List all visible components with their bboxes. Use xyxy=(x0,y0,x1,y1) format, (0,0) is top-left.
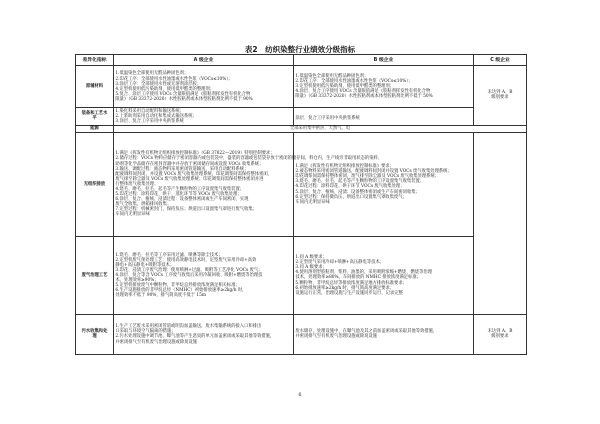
text-line: 口采取与环境空气隔离的措施； xyxy=(115,329,176,335)
text-line: 1.满足《挥发性有机物无组织排放控制标准》（GB 37822—2019）特别控制要求； xyxy=(115,151,275,157)
header-indicator: 差异化指标 xyxy=(76,55,114,66)
text-line: 2.液态物料采用密闭管道输送，配液调料间封闭并设置 VOCs 废气收集处理系统； xyxy=(295,169,452,175)
row-label-unorganized: 无组织排放 xyxy=(76,132,114,236)
text-line: 限量》（GB 33372-2020）水性胶粘剂或本体型胶粘剂比例不低于 90% xyxy=(115,96,253,102)
text-line: 2.印花工序：全部使用水性油墨或水性色浆（VOCs≤10%）； xyxy=(295,79,413,85)
text-line: 平 xyxy=(92,116,97,122)
text-line: 3.烧毛、磨毛、拉毛、起毛等产生颗粒物的工序设置集气收集装置； xyxy=(295,179,425,185)
treatment-grade-a xyxy=(114,236,294,314)
text-line: 1.低温染色全部使用无醛品种固色剂； xyxy=(295,73,369,79)
row-gas-treatment xyxy=(76,236,527,314)
text-line: 限量》（GB 33372-2020）水性胶粘剂或本体型胶粘剂比例不低于 50% xyxy=(295,94,433,100)
text-line: 5.印花过程：涂料印花、烘干、蒸化环节等 VOCs 废气收集处理； xyxy=(115,192,242,198)
text-line: 级别要求 xyxy=(491,334,509,340)
text-line: 术，处理效率≥90%； xyxy=(115,277,159,283)
text-line: 1.同 A 级要求； xyxy=(295,255,327,261)
performance-grading-table xyxy=(75,54,527,355)
row-label-equipment xyxy=(76,108,114,125)
text-line: 6.生产设施排放的非甲烷总烃（NMHC）初始排放速率≥2kg/h 时， xyxy=(115,288,247,294)
text-line: 5.颗粒物、非甲烷总烃等排放浓度满足地方排放标准要求； xyxy=(295,280,407,286)
text-line: 3.印花、浸渍工序废气治理：使用喷淋+过滤、吸附等工艺净化 VOCs 废气； xyxy=(115,267,263,273)
energy-requirement: 全部采用集中供热、天然气、电 xyxy=(114,125,527,132)
text-line: 2.定型机废气预处理工艺：使用高效静电技术时，定型废气采用冷却+高效 xyxy=(115,257,257,263)
materials-grade-c xyxy=(474,66,527,125)
text-line: 处理效率不低于 90%，排气筒高度不低于 15m xyxy=(115,293,206,299)
text-line: 废气排至除尘器及 VOCs 废气收集处理系统；印花调浆间需保持整体密闭并进 xyxy=(115,176,264,182)
equipment-grade-b xyxy=(294,108,474,125)
row-label-energy: 能源 xyxy=(76,125,114,132)
header-row xyxy=(76,55,527,66)
text-line: 理 xyxy=(92,334,97,340)
text-line: 1.生产工艺废水采用密闭管道或明沟加盖输送，废水集输系统的接入口和排出 xyxy=(115,324,262,330)
text-line: 3.定型机使用低污染助剂，使用低甲醛类的整理剂； xyxy=(295,84,395,90)
text-line: 2.上浆助剂采用自动化和集成式输送系统； xyxy=(115,113,197,119)
text-line: 5.定型机排放废气中颗粒物、非甲烷总烃排放浓度满足相关标准； xyxy=(115,283,240,289)
text-line: 静电+高压静电+吸附等技术； xyxy=(115,262,175,268)
text-line: 车间内无明显异味 xyxy=(295,199,330,205)
text-line: 车间内无明显异味 xyxy=(115,212,150,218)
text-line: 废气全收集，烘箱排风收集； xyxy=(115,202,172,208)
text-line: 6.定型过程：保持微负压，烘道出口设置集气罩收集废气； xyxy=(295,194,407,200)
text-line: 3.输送、调配过程：液态物料采用密闭管道输送，采用自动配料系统； xyxy=(115,166,249,172)
row-wastewater xyxy=(76,314,527,354)
text-line: 污水收集和处 xyxy=(81,329,108,335)
materials-grade-a xyxy=(114,66,294,108)
wastewater-grade-b xyxy=(294,314,474,354)
text-line: 7.定型过程：机械密封门，保持负压；烘道出口设置集气罩进行废气收集； xyxy=(115,207,257,213)
header-grade-c: C 级企业 xyxy=(474,55,527,66)
text-line: 级别要求 xyxy=(491,95,509,101)
text-line: 3.涂层工序：全部使用水性或无溶剂涂层胶； xyxy=(115,81,202,87)
text-line: 2.污水处理设施中调节池、曝气池等产生恶臭的单元加盖密闭或采取其他等效措施， xyxy=(115,334,275,340)
text-line: 废水储存、处理设施中，在曝气池及其之前加盖密闭或采取其他等效措施， xyxy=(295,329,438,335)
text-line: 4.涂层、复合工序使用 VOCs 含量限值满足《胶粘剂挥发性有机化合物 xyxy=(295,89,431,95)
row-energy xyxy=(76,125,527,132)
text-line: 5.涂层、复合、植绒、浸渍：设备整体密闭或生产车间密闭收集； xyxy=(295,189,420,195)
text-line: 并密闭排气至有机废气治理设施或除臭设施 xyxy=(295,334,378,340)
text-line: 行整体废气收集处理； xyxy=(115,181,159,187)
text-line: 2.印花工序：全部使用水性油墨或水性色浆（VOCs≤10%）； xyxy=(115,76,233,82)
unorganized-grade-c xyxy=(474,132,527,314)
text-line: 1.满足《挥发性有机物无组织排放控制标准》要求； xyxy=(295,164,395,170)
materials-grade-b xyxy=(294,66,474,108)
text-line: 3.同 A 级要求； xyxy=(295,265,327,271)
text-line: 印花调浆间需保持整体密闭，废气排至除尘器及 VOCs 废气收集处理系统； xyxy=(295,174,440,180)
text-line: 1.低温染色全部使用无醛品种固色剂； xyxy=(115,71,189,77)
text-line: 3.涂层、复合工序采用中央供浆系统 xyxy=(115,118,184,124)
row-label-materials: 原辅材料 xyxy=(76,66,114,108)
text-line: 4.使用溶剂型胶粘剂、浆料、油墨的，采用吸附浓缩+燃烧、燃烧等治理 xyxy=(295,270,432,276)
text-line: 4.烧毛、磨毛、拉毛、起毛等产生颗粒物的工序设置集气收集装置； xyxy=(115,186,245,192)
header-grade-b: B 级企业 xyxy=(294,55,474,66)
text-line: 助剂等化学品储存在密封容器中并存放于密闭储存间或设置 VOCs 收集系统； xyxy=(115,161,264,167)
text-line: 1.染化料采用自动配料和输送系统； xyxy=(115,108,184,114)
row-materials xyxy=(76,66,527,108)
text-line: 5.复合、涂层工序使用 VOCs 含量限值满足《胶粘剂挥发性有机化合物 xyxy=(115,91,251,97)
text-line: 6.涂层、复合、植绒、浸渍过程：设备整体密闭或生产车间密闭，实现 xyxy=(115,197,249,203)
unorganized-grade-b xyxy=(294,132,474,236)
row-equipment xyxy=(76,108,527,125)
page-number: 6 xyxy=(298,392,302,398)
text-line: 配液调料间封闭，并设置 VOCs 废气收集处理系统，印花调浆间需保持整体密闭， xyxy=(115,171,272,177)
row-unorganized-emission xyxy=(76,132,527,236)
row-label-wastewater xyxy=(76,314,114,354)
text-line: 装备和工艺水 xyxy=(81,111,108,117)
text-line: 1.烧毛、磨毛、拉毛等工序采用过滤、喷淋等除尘技术； xyxy=(115,252,223,258)
header-grade-a: A 级企业 xyxy=(114,55,294,66)
text-line: 4.涂层、复合等含 VOCs 工序废气收集后采用冷凝回收、吸附+燃烧等治理技 xyxy=(115,272,263,278)
text-line: 2.定型废气采用冷却+喷淋+高压静电等技术； xyxy=(295,260,385,266)
text-line: 6.初始排放速率≥2kg/h 时，排气筒高度满足要求； xyxy=(295,285,395,291)
text-line: 涂层、复合工序采用中央供浆系统 xyxy=(295,116,360,122)
wastewater-grade-c xyxy=(474,314,527,354)
text-line: 设施运行正常，治理设施与生产设施同步运行，记录完整 xyxy=(295,290,403,296)
table-title: 表2 纺织染整行业绩效分级指标 xyxy=(244,45,356,54)
text-line: 4.印花过程：涂料印花、烘干环节 VOCs 废气收集处理； xyxy=(295,184,405,190)
equipment-grade-a xyxy=(114,108,294,125)
text-line: 4.定型机使用低污染助剂，使用低甲醛类的整理剂； xyxy=(115,86,215,92)
text-line: 未达到 A、B xyxy=(487,90,513,96)
text-line: 并密闭排气至有机废气治理设施或除臭设施 xyxy=(115,339,198,345)
text-line: 未达到 A、B xyxy=(487,329,513,335)
treatment-grade-b xyxy=(294,236,474,314)
text-line: 2.储存过程：VOCs 物料应储存于密闭容器内或包装袋中，盛装的容器或包装袋存放于密闭的储存间，料仓内，生产线旁非取用状态的染料、 xyxy=(115,156,383,162)
text-line: 技术，处理效率≥80%，车间排放的 NMHC 排放浓度满足标准； xyxy=(295,275,421,281)
row-label-treatment: 废气治理工艺 xyxy=(76,236,114,314)
wastewater-grade-a xyxy=(114,314,294,354)
